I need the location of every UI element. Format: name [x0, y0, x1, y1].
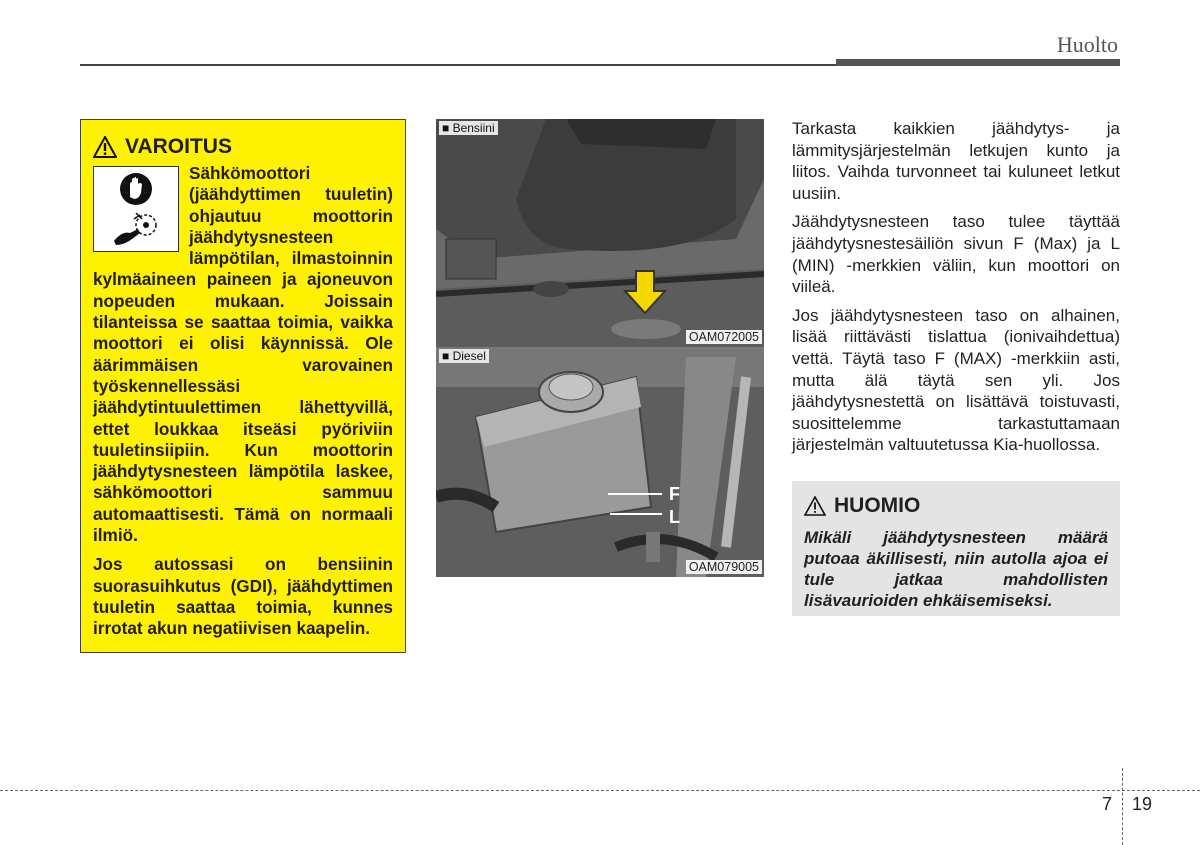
warning-pictogram [93, 166, 179, 252]
coolant-reservoir-illustration [436, 347, 764, 577]
warning-paragraph: Sähkömoottori (jäähdyttimen tuuletin) ohjautuu moottorin jäähdytysnesteen lämpötilan, ilmastoinnin kylmäaineen paineen ja ajoneuvon nopeuden mukaan. Joissain tilanteissa se saattaa toimia, vaikka moottori ei olisi käynnissä. Ole äärimmäisen varovainen työskennellessäsi jäähdytintuulettimen lähettyvillä, ettet loukkaa itseäsi pyöriviin tuuletinsiipiin. Kun moottorin jäähdytysnesteen lämpötila laskee, sähkömoottori sammuu automaattisesti. Tämä on normaali ilmiö. [93, 163, 393, 546]
down-arrow-icon [623, 269, 667, 315]
section-title: Huolto [1056, 32, 1118, 57]
body-paragraph: Jos jäähdytysnesteen taso on alhainen, lisää riittävästi tislattua (ionivaihdettua) vettä. Täytä taso F (MAX) -merkkiin asti, mutta älä täytä sen yli. Jos jäähdytysnestettä on lisättävä toistuvasti, suosittelemme tarkastuttamaan järjestelmän valtuutetussa Kia-huollossa. [792, 305, 1120, 455]
hand-stop-icon [119, 171, 153, 207]
warning-box [80, 119, 406, 653]
photo-label: ■ Diesel [439, 349, 489, 363]
caution-box [792, 481, 1120, 616]
photo-label: ■ Bensiini [439, 121, 498, 135]
caution-triangle-icon [804, 496, 826, 516]
photo-code: OAM072005 [686, 330, 762, 344]
body-paragraph: Jäähdytysnesteen taso tulee täyttää jäähdytysnestesäiliön sivun F (Max) ja L (MIN) -merkkien väliin, kun moottori on viileä. [792, 212, 1120, 297]
footer-rule [0, 790, 1200, 791]
header-rule-accent [836, 59, 1120, 66]
engine-bay-illustration [436, 119, 764, 347]
chapter-number: 7 [1102, 794, 1113, 814]
header-rule [80, 64, 836, 66]
fan-hand-icon [112, 211, 162, 247]
photo-code: OAM079005 [686, 560, 762, 574]
warning-heading [93, 134, 393, 160]
caution-heading [804, 493, 1108, 519]
footer-divider [1122, 768, 1123, 845]
max-mark-f: F [669, 484, 680, 504]
warning-paragraph: Jos autossasi on bensiinin suorasuihkutus (GDI), jäähdyttimen tuuletin saattaa toimia, kunnes irrotat akun negatiivisen kaapelin. [93, 554, 393, 639]
caution-title: HUOMIO [834, 494, 921, 517]
photo-petrol-engine [436, 119, 764, 347]
body-paragraph: Tarkasta kaikkien jäähdytys- ja lämmitysjärjestelmän letkujen kunto ja liitos. Vaihda turvonneet tai kuluneet letkut uusiin. [792, 119, 1120, 203]
caution-text: Mikäli jäähdytysnesteen määrä putoaa äkillisesti, niin autolla ajoa ei tule jatkaa mahdollisten lisävaurioiden ehkäisemiseksi. [804, 528, 1108, 610]
photo-diesel-engine [436, 347, 764, 577]
body-text [792, 118, 1120, 463]
page-number: 19 [1132, 794, 1153, 814]
warning-triangle-icon [93, 136, 117, 158]
warning-title: VAROITUS [125, 135, 232, 158]
min-mark-l: L [669, 507, 680, 527]
